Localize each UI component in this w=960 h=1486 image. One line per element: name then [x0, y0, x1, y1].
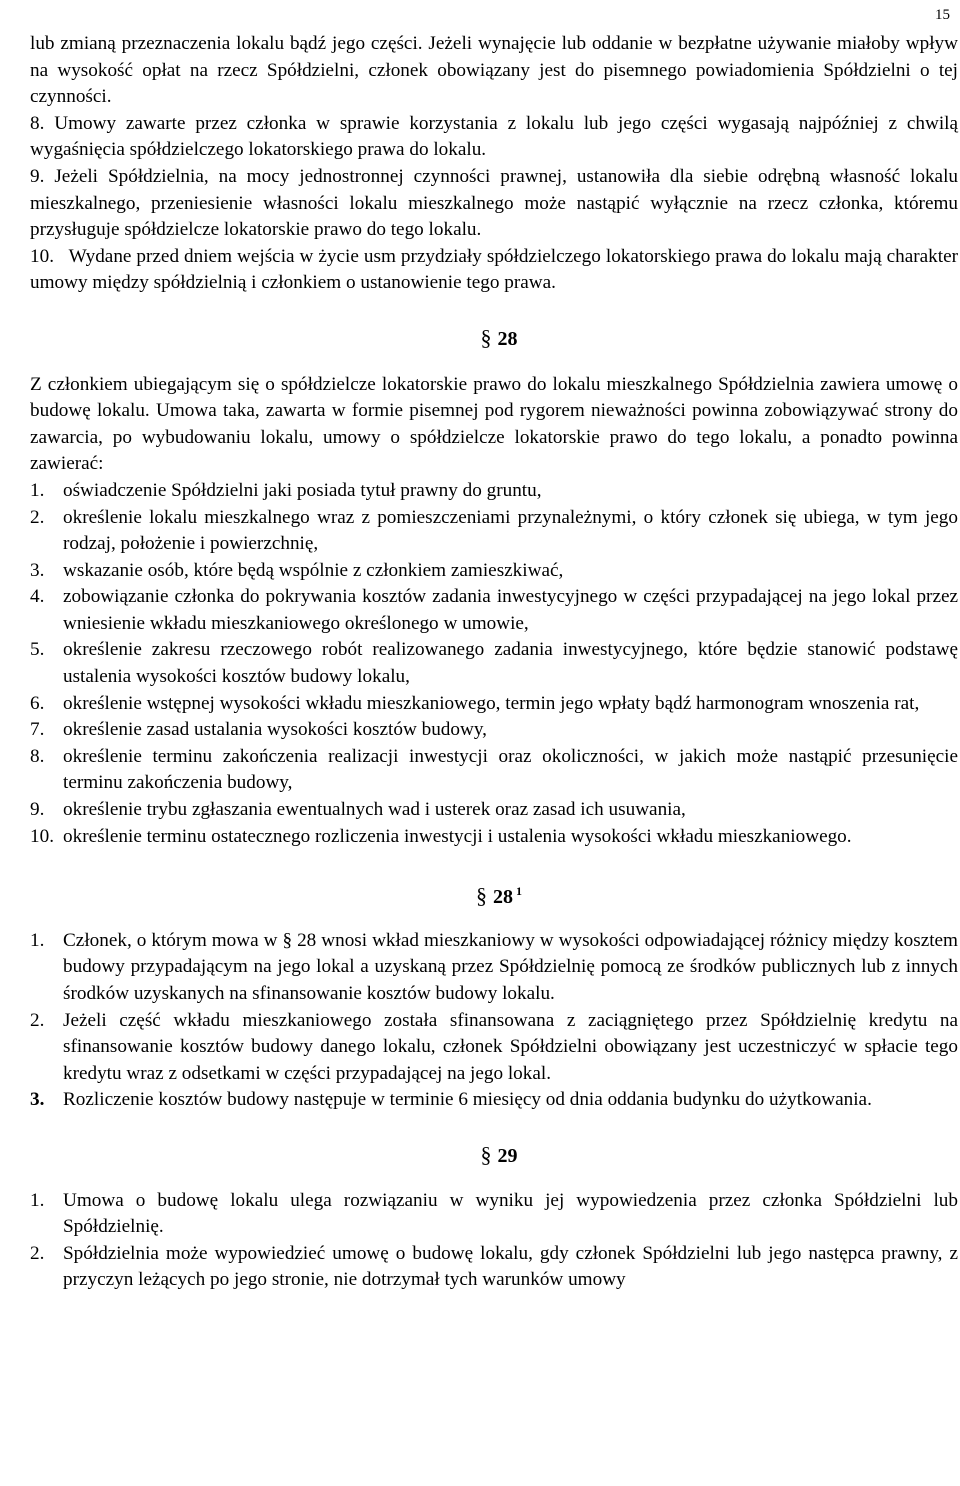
page-number: 15: [935, 7, 950, 23]
list-item: [30, 744, 958, 797]
list-item-text: oświadczenie Spółdzielni jaki posiada tytuł prawny do gruntu,: [63, 479, 542, 501]
list-item-text: określenie terminu zakończenia realizacji inwestycji oraz okoliczności, w jakich może nastąpić przesunięcie terminu zakończenia budowy,: [63, 745, 958, 794]
section-sign: §: [476, 883, 487, 909]
list-item-number: 8.: [30, 745, 45, 767]
section-sign: §: [480, 1141, 492, 1167]
list-item-number: 7.: [30, 719, 45, 741]
list-item: [30, 1241, 958, 1294]
section-28-1-list: [30, 928, 958, 1114]
list-item-number: 1.: [30, 929, 45, 951]
list-item: [30, 1008, 958, 1088]
document-page: [30, 31, 958, 1294]
list-item-text: określenie terminu ostatecznego rozliczenia inwestycji i ustalenia wysokości wkładu mieszkaniowego.: [63, 825, 852, 847]
paragraph-9: 9. Jeżeli Spółdzielnia, na mocy jednostronnej czynności prawnej, ustanowiła dla siebie odrębną własność lokalu mieszkalnego, przeniesienie własności lokalu mieszkalnego może nastąpić wyłącznie na rzecz członka, któremu przysługuje spółdzielcze lokatorskie prawo do tego lokalu.: [30, 165, 958, 241]
list-item: [30, 691, 958, 718]
section-number: 28: [497, 327, 518, 350]
list-item: [30, 1188, 958, 1241]
section-heading-28-1: [30, 878, 958, 911]
list-item-number: 6.: [30, 692, 45, 714]
section-number: 29: [497, 1144, 518, 1167]
list-item-number: 3.: [30, 1089, 45, 1111]
section-heading-28: [30, 325, 958, 353]
list-item-number: 3.: [30, 559, 45, 581]
list-item-text: określenie trybu zgłaszania ewentualnych wad i usterek oraz zasad ich usuwania,: [63, 799, 686, 821]
section-superscript: 1: [516, 884, 522, 899]
list-item-number: 10.: [30, 825, 54, 847]
section-sign: §: [480, 324, 492, 350]
section-28-list: [30, 478, 958, 850]
list-item-text: Umowa o budowę lokalu ulega rozwiązaniu w wyniku jej wypowiedzenia przez członka Spółdzielni lub Spółdzielnię.: [63, 1189, 958, 1238]
section-28-intro: Z członkiem ubiegającym się o spółdzielcze lokatorskie prawo do lokalu mieszkalnego Spółdzielnia zawiera umowę o budowę lokalu. Umowa taka, zawarta w formie pisemnej pod rygorem nieważności powinna zobowiązywać strony do zawarcia, po wybudowaniu lokalu, umowy o spółdzielcze lokatorskie prawo do tego lokalu, a ponadto powinna zawierać:: [30, 373, 958, 475]
list-item: [30, 558, 958, 585]
list-item-text: Spółdzielnia może wypowiedzieć umowę o budowę lokalu, gdy członek Spółdzielni lub jego następca prawny, z przyczyn leżących po jego stronie, nie dotrzymał tych warunków umowy: [63, 1242, 958, 1291]
section-29-list: [30, 1188, 958, 1294]
list-item-text: wskazanie osób, które będą wspólnie z członkiem zamieszkiwać,: [63, 559, 564, 581]
list-item-text: określenie zakresu rzeczowego robót realizowanego zadania inwestycyjnego, które będzie stanowić podstawę ustalenia wysokości kosztów budowy lokalu,: [63, 639, 958, 688]
list-item-number: 4.: [30, 586, 45, 608]
intro-paragraph: lub zmianą przeznaczenia lokalu bądź jego części. Jeżeli wynajęcie lub oddanie w bezpłatne używanie miałoby wpływ na wysokość opłat na rzecz Spółdzielni, członek obowiązany jest do pisemnego powiadomienia Spółdzielni o tej czynności.: [30, 33, 958, 108]
paragraph-10: [30, 244, 958, 297]
list-item-number: 1.: [30, 1189, 45, 1211]
section-heading-29: [30, 1142, 958, 1170]
list-item-number: 5.: [30, 639, 45, 661]
list-item-number: 1.: [30, 479, 45, 501]
list-item: [30, 478, 958, 505]
list-item: [30, 797, 958, 824]
list-item-text: określenie lokalu mieszkalnego wraz z pomieszczeniami przynależnymi, o który członek się ubiega, w tym jego rodzaj, położenie i powierzchnię,: [63, 506, 958, 555]
list-item-text: Jeżeli część wkładu mieszkaniowego została sfinansowana z zaciągniętego przez Spółdzielnię kredytu na sfinansowanie kosztów budowy danego lokalu, członek Spółdzielni obowiązany jest uczestniczyć w spłacie tego kredytu wraz z odsetkami w części przypadającej na jego lokal.: [63, 1009, 958, 1084]
list-item: [30, 505, 958, 558]
list-item-text: określenie wstępnej wysokości wkładu mieszkaniowego, termin jego wpłaty bądź harmonogram wnoszenia rat,: [63, 692, 920, 714]
paragraph-8: 8. Umowy zawarte przez członka w sprawie korzystania z lokalu lub jego części wygasają najpóźniej z chwilą wygaśnięcia spółdzielczego lokatorskiego prawa do lokalu.: [30, 112, 958, 161]
list-item: [30, 1087, 958, 1114]
list-item-text: Rozliczenie kosztów budowy następuje w terminie 6 miesięcy od dnia oddania budynku do użytkowania.: [63, 1089, 872, 1111]
paragraph-10-text: Wydane przed dniem wejścia w życie usm przydziały spółdzielczego lokatorskiego prawa do lokalu mają charakter umowy między spółdzielnią i członkiem o ustanowienie tego prawa.: [30, 245, 958, 294]
list-item-text: określenie zasad ustalania wysokości kosztów budowy,: [63, 719, 487, 741]
list-item-number: 2.: [30, 506, 45, 528]
list-item-number: 2.: [30, 1009, 45, 1031]
list-item: [30, 717, 958, 744]
list-item-number: 9.: [30, 799, 45, 821]
list-item: [30, 824, 958, 851]
list-item: [30, 584, 958, 637]
list-item: [30, 928, 958, 1008]
list-item-text: zobowiązanie członka do pokrywania kosztów zadania inwestycyjnego w części przypadającej na jego lokal przez wniesienie wkładu mieszkaniowego określonego w umowie,: [63, 586, 958, 634]
list-item-number: 2.: [30, 1242, 45, 1264]
paragraph-10-label: 10.: [30, 245, 54, 267]
list-item-text: Członek, o którym mowa w § 28 wnosi wkład mieszkaniowy w wysokości odpowiadającej różnicy między kosztem budowy przypadającym na jego lokal a uzyskaną przez Spółdzielnię pomocą ze środków publicznych lub z innych środków uzyskanych na sfinansowanie kosztów budowy lokalu.: [63, 929, 958, 1004]
list-item: [30, 637, 958, 690]
section-number: 28: [493, 886, 513, 909]
